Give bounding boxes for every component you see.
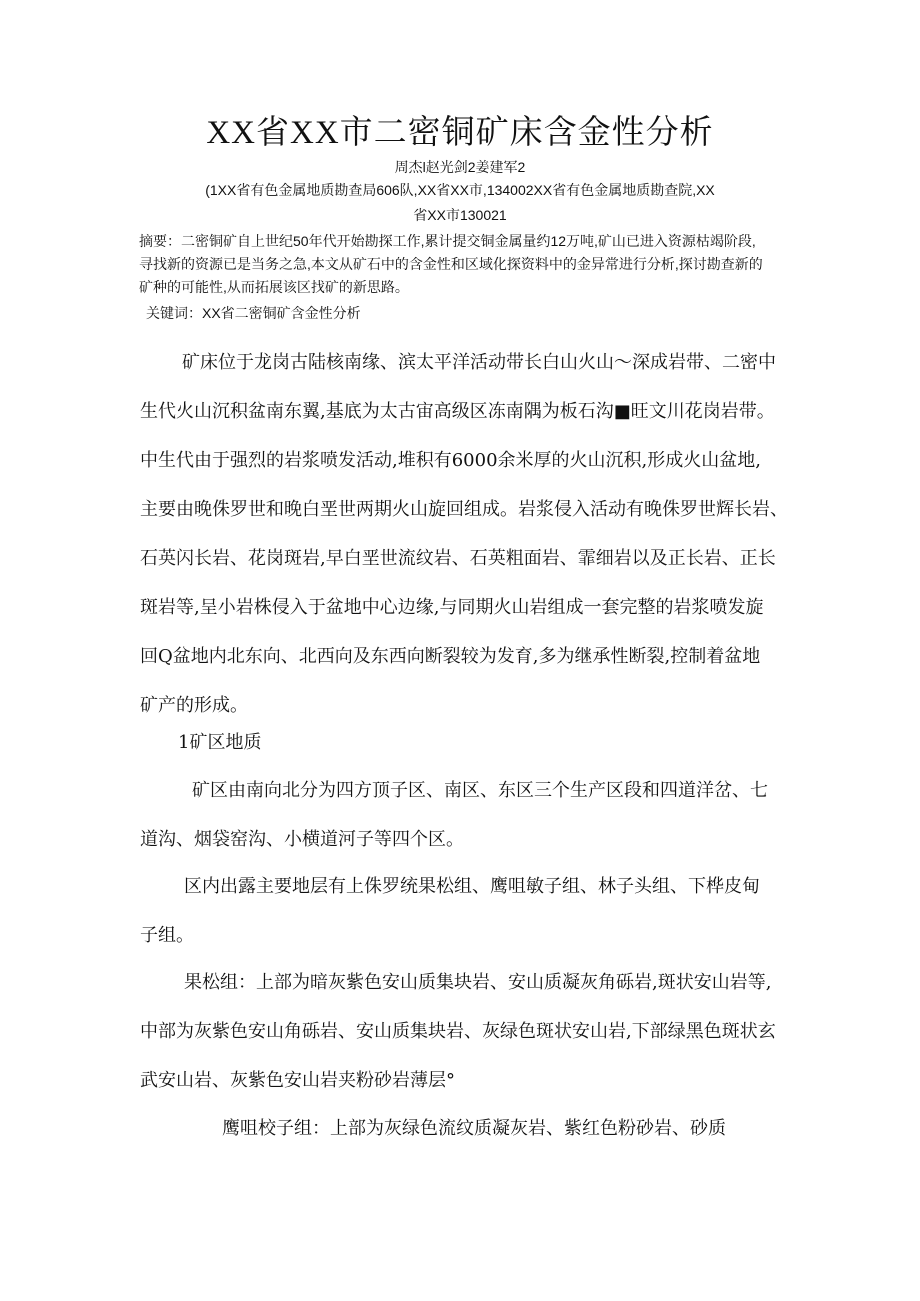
paragraph-line: 武安山岩、灰紫色安山岩夹粉砂岩薄层° bbox=[140, 1070, 455, 1091]
section-heading-text: 1矿区地质 bbox=[178, 732, 262, 753]
paragraph-line: 斑岩等,呈小岩株侵入于盆地中心边缘,与同期火山岩组成一套完整的岩浆喷发旋 bbox=[140, 597, 764, 618]
paragraph-line: 回Q盆地内北东向、北西向及东西向断裂较为发育,多为继承性断裂,控制着盆地 bbox=[140, 646, 761, 667]
paragraph-line: 子组。 bbox=[140, 925, 194, 946]
abstract-line: 摘要：二密铜矿自上世纪50年代开始勘探工作,累计提交铜金属量约12万吨,矿山已进入资源枯竭阶段, bbox=[139, 233, 756, 249]
document-title: XX省XX市二密铜矿床含金性分析 bbox=[206, 115, 714, 151]
paragraph-line: 果松组：上部为暗灰紫色安山质集块岩、安山质凝灰角砾岩,斑状安山岩等, bbox=[184, 972, 772, 993]
paragraph-line: 主要由晚侏罗世和晚白垩世两期火山旋回组成。岩浆侵入活动有晚侏罗世辉长岩、 bbox=[140, 499, 788, 520]
paragraph-line: 鹰咀校子组：上部为灰绿色流纹质凝灰岩、紫红色粉砂岩、砂质 bbox=[222, 1118, 726, 1139]
paragraph-mine-districts bbox=[140, 766, 860, 864]
abstract-line: 矿种的可能性,从而拓展该区找矿的新思路。 bbox=[139, 279, 409, 295]
paragraph-line: 区内出露主要地层有上侏罗统果松组、鹰咀敏子组、林子头组、下桦皮甸 bbox=[184, 876, 760, 897]
authors-line: 周杰l赵光剑2姜建军2 bbox=[394, 159, 526, 175]
paragraph-guosong-formation bbox=[140, 958, 860, 1105]
abstract-line: 寻找新的资源已是当务之急,本文从矿石中的含金性和区域化探资料中的金异常进行分析,探讨勘查新的 bbox=[139, 256, 763, 272]
paragraph-line: 中部为灰紫色安山角砾岩、安山质集块岩、灰绿色斑状安山岩,下部绿黑色斑状玄 bbox=[140, 1021, 776, 1042]
paragraph-line: 矿床位于龙岗古陆核南缘、滨太平洋活动带长白山火山～深成岩带、二密中 bbox=[182, 352, 776, 373]
paragraph-line: 中生代由于强烈的岩浆喷发活动,堆积有6000余米厚的火山沉积,形成火山盆地, bbox=[140, 450, 761, 471]
paragraph-yingzui-formation bbox=[140, 1104, 860, 1153]
paragraph-deposit-location bbox=[140, 338, 860, 730]
paragraph-strata bbox=[140, 862, 860, 960]
keywords: 关键词：XX省二密铜矿含金性分析 bbox=[146, 305, 361, 321]
affiliation-line-1: (1XX省有色金属地质勘查局606队,XX省XX市,134002XX省有色金属地质勘查院,XX bbox=[205, 182, 715, 198]
paragraph-line: 道沟、烟袋窑沟、小横道河子等四个区。 bbox=[140, 829, 464, 850]
section-heading bbox=[140, 718, 860, 767]
paragraph-line: 石英闪长岩、花岗斑岩,早白垩世流纹岩、石英粗面岩、霏细岩以及正长岩、正长 bbox=[140, 548, 776, 569]
affiliation-line-2: 省XX市130021 bbox=[413, 207, 507, 223]
paragraph-line: 生代火山沉积盆南东翼,基底为太古宙高级区冻南隅为板石沟■旺文川花岗岩带。 bbox=[140, 401, 775, 422]
paragraph-line: 矿区由南向北分为四方顶子区、南区、东区三个生产区段和四道洋岔、七 bbox=[192, 780, 768, 801]
abstract bbox=[139, 230, 859, 299]
paragraph-line: 矿产的形成。 bbox=[140, 695, 248, 716]
